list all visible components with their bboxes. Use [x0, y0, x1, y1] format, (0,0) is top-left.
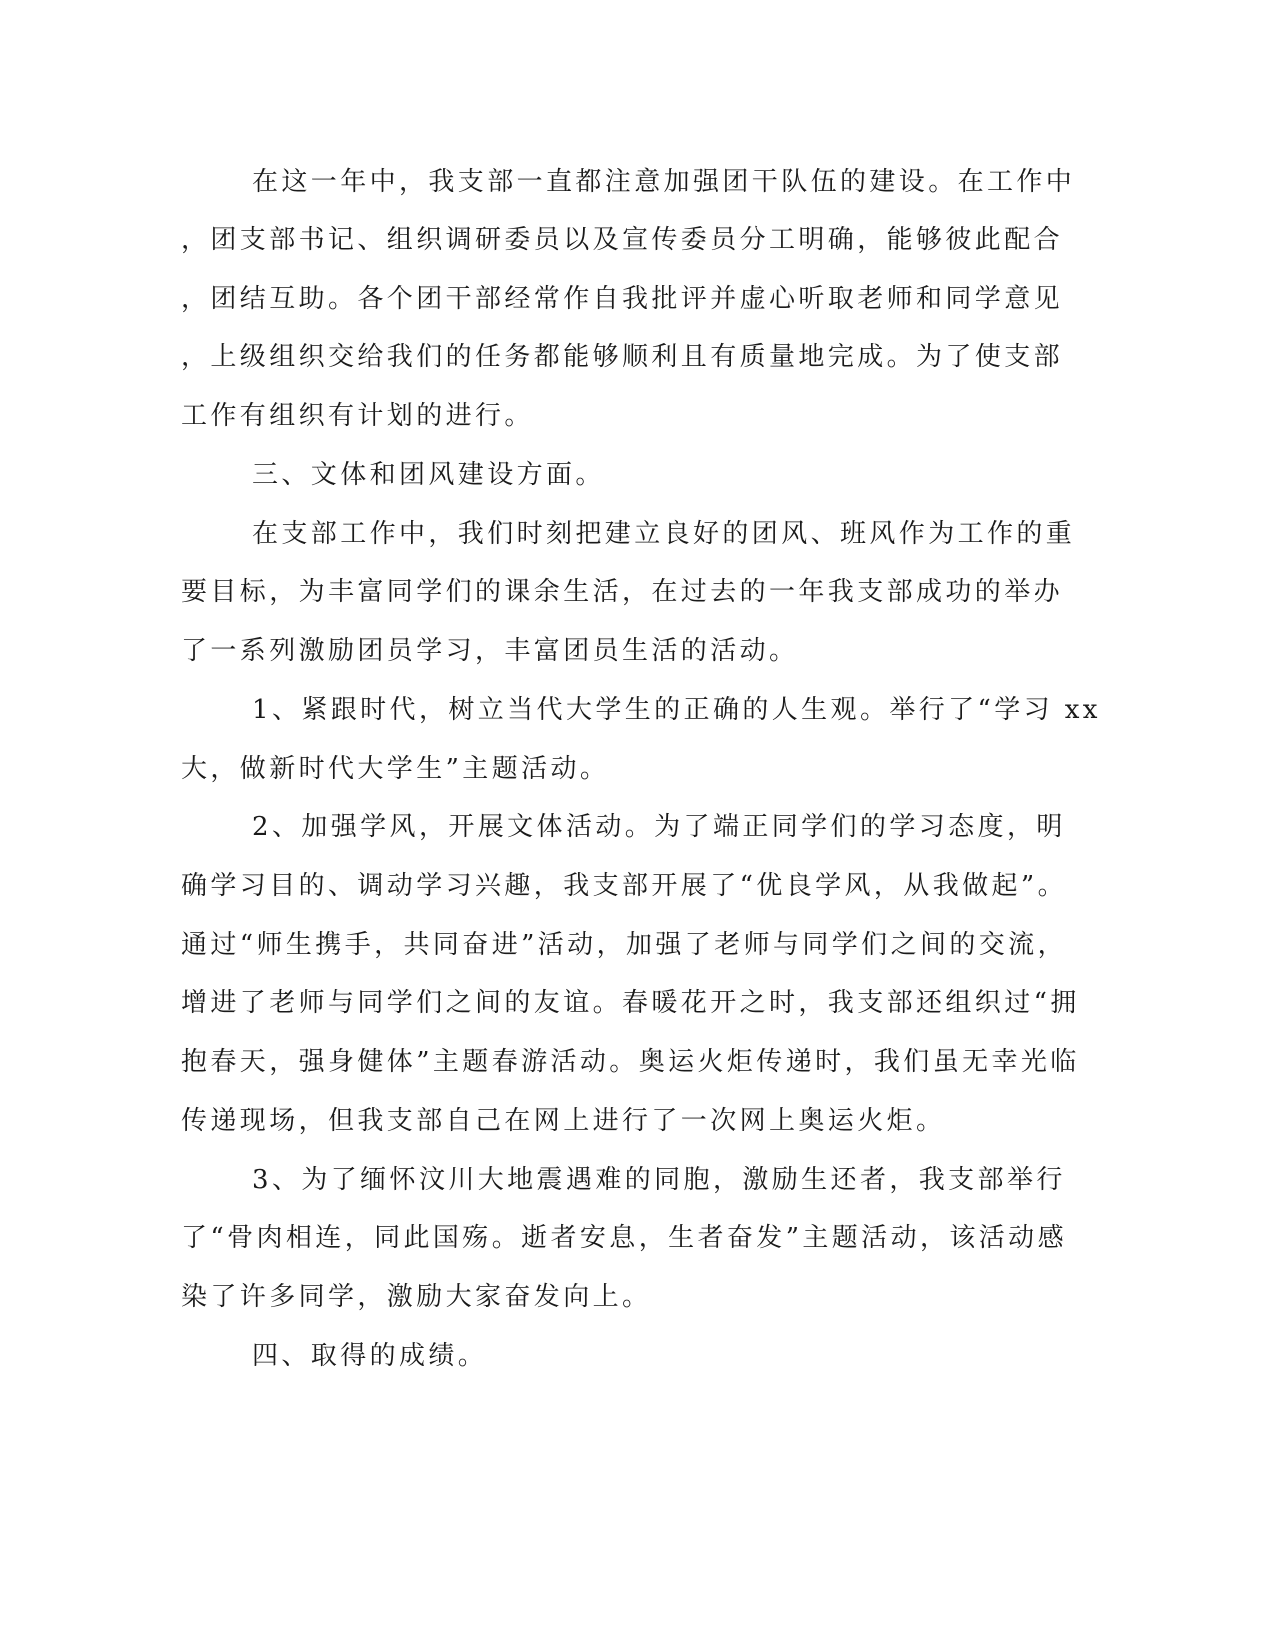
list-item-line: 染了许多同学，激励大家奋发向上。: [181, 1282, 652, 1312]
list-item-line: 1、紧跟时代，树立当代大学生的正确的人生观。举行了“学习 xx: [252, 695, 1101, 725]
paragraph-line: 要目标，为丰富同学们的课余生活，在过去的一年我支部成功的举办: [181, 577, 1064, 607]
section-heading: 三、文体和团风建设方面。: [252, 460, 605, 490]
paragraph-line: 在支部工作中，我们时刻把建立良好的团风、班风作为工作的重: [252, 519, 1076, 549]
paragraph-line: 工作有组织有计划的进行。: [181, 401, 534, 431]
list-item-line: 传递现场，但我支部自己在网上进行了一次网上奥运火炬。: [181, 1106, 946, 1136]
section-heading: 四、取得的成绩。: [252, 1341, 488, 1371]
paragraph-line: ，团结互助。各个团干部经常作自我批评并虚心听取老师和同学意见: [181, 284, 1064, 314]
list-item-line: 确学习目的、调动学习兴趣，我支部开展了“优良学风，从我做起”。: [181, 871, 1067, 901]
list-item-line: 增进了老师与同学们之间的友谊。春暖花开之时，我支部还组织过“拥: [181, 988, 1080, 1018]
paragraph-line: 在这一年中，我支部一直都注意加强团干队伍的建设。在工作中: [252, 167, 1076, 197]
list-item-line: 2、加强学风，开展文体活动。为了端正同学们的学习态度，明: [252, 812, 1066, 842]
list-item-line: 抱春天，强身健体”主题春游活动。奥运火炬传递时，我们虽无幸光临: [181, 1047, 1080, 1077]
paragraph-line: ，上级组织交给我们的任务都能够顺利且有质量地完成。为了使支部: [181, 342, 1064, 372]
list-item-line: 大，做新时代大学生”主题活动。: [181, 754, 610, 784]
list-item-line: 通过“师生携手，共同奋进”活动，加强了老师与同学们之间的交流，: [181, 930, 1067, 960]
list-item-line: 3、为了缅怀汶川大地震遇难的同胞，激励生还者，我支部举行: [252, 1165, 1066, 1195]
paragraph-line: ，团支部书记、组织调研委员以及宣传委员分工明确，能够彼此配合: [181, 225, 1064, 255]
paragraph-line: 了一系列激励团员学习，丰富团员生活的活动。: [181, 636, 799, 666]
list-item-line: 了“骨肉相连，同此国殇。逝者安息，生者奋发”主题活动，该活动感: [181, 1223, 1067, 1253]
